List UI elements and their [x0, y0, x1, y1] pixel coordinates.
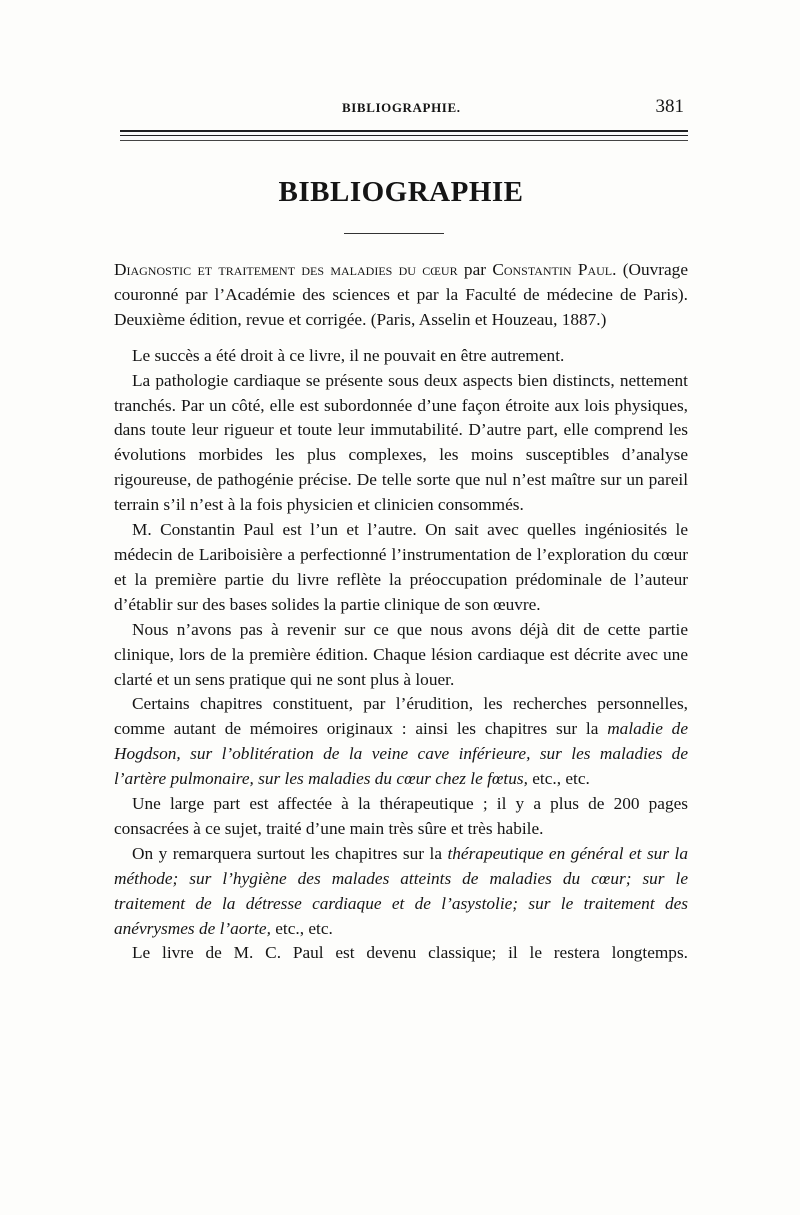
header-thin-rule	[120, 140, 688, 141]
paragraph-8: Le livre de M. C. Paul est devenu classique; il le restera longtemps.	[132, 943, 688, 963]
paragraph-5	[114, 692, 688, 792]
paragraph-5-end: etc., etc.	[527, 769, 590, 789]
paragraph-7-text: On y remarquera surtout les chapitres sur la	[132, 843, 448, 863]
paragraph-5-italic: maladie de Hogdson, sur l’oblitération de la veine cave inférieure, sur les maladies de l’artère pulmonaire, sur les maladies du cœur chez le fœtus,	[114, 719, 688, 789]
title-rule	[344, 233, 444, 234]
article-body	[114, 258, 688, 966]
paragraph-3: M. Constantin Paul est l’un et l’autre. On sait avec quelles ingéniosités le médecin de Lariboisière a perfectionné l’instrumentation de l’exploration du cœur et la première partie du livre reflète la préoccupation prédominale de l’auteur d’établir sur des bases solides la partie clinique de son œuvre.	[114, 520, 688, 614]
page-number: 381	[655, 96, 684, 117]
running-head	[114, 96, 688, 122]
page-title: BIBLIOGRAPHIE	[278, 176, 524, 208]
paragraph-1: Le succès a été droit à ce livre, il ne pouvait en être autrement.	[132, 345, 565, 365]
paragraph-7	[114, 842, 688, 942]
bibliographic-entry	[114, 258, 688, 333]
paragraph-4: Nous n’avons pas à revenir sur ce que nous avons déjà dit de cette partie clinique, lors de la première édition. Chaque lésion cardiaque est décrite avec une clarté et un sens pratique qui ne sont plus à louer.	[114, 619, 688, 689]
header-double-rule	[120, 130, 688, 136]
paragraph-7-end: etc., etc.	[270, 918, 333, 938]
paragraph-6: Une large part est affectée à la thérapeutique ; il y a plus de 200 pages consacrées à ce sujet, traité d’une main très sûre et très habile.	[114, 794, 688, 838]
entry-details: . (Ouvrage couronné par l’Académie des sciences et par la Faculté de médecine de Paris). Deuxième édition, revue et corrigée. (Paris, Asselin et Houzeau, 1887.)	[114, 260, 688, 329]
paragraph-5-text: Certains chapitres constituent, par l’érudition, les recherches personnelles, comme autant de mémoires originaux : ainsi les chapitres sur la	[114, 694, 688, 739]
paragraph-2: La pathologie cardiaque se présente sous deux aspects bien distincts, nettement tranchés. Par un côté, elle est subordonnée d’une façon étroite aux lois physiques, dans toute leur rigueur et toute leur immutabilité. D’autre part, elle comprend les évolutions morbides les plus complexes, les moins susceptibles d’analyse rigoureuse, de pathogénie précise. De telle sorte que nul n’est maître sur un pareil terrain s’il n’est à la fois physicien et clinicien consommés.	[114, 370, 688, 515]
entry-author: Constantin Paul	[492, 260, 613, 279]
paragraph-7-italic: thérapeutique en général et sur la méthode; sur l’hygiène des malades atteints de maladies du cœur; sur le traitement de la détresse cardiaque et de l’asystolie; sur le traitement des anévrysmes de l’aorte,	[114, 843, 688, 938]
running-title: BIBLIOGRAPHIE.	[342, 100, 461, 115]
work-title: Diagnostic et traitement des maladies du cœur	[114, 260, 458, 279]
entry-by: par	[463, 260, 486, 279]
